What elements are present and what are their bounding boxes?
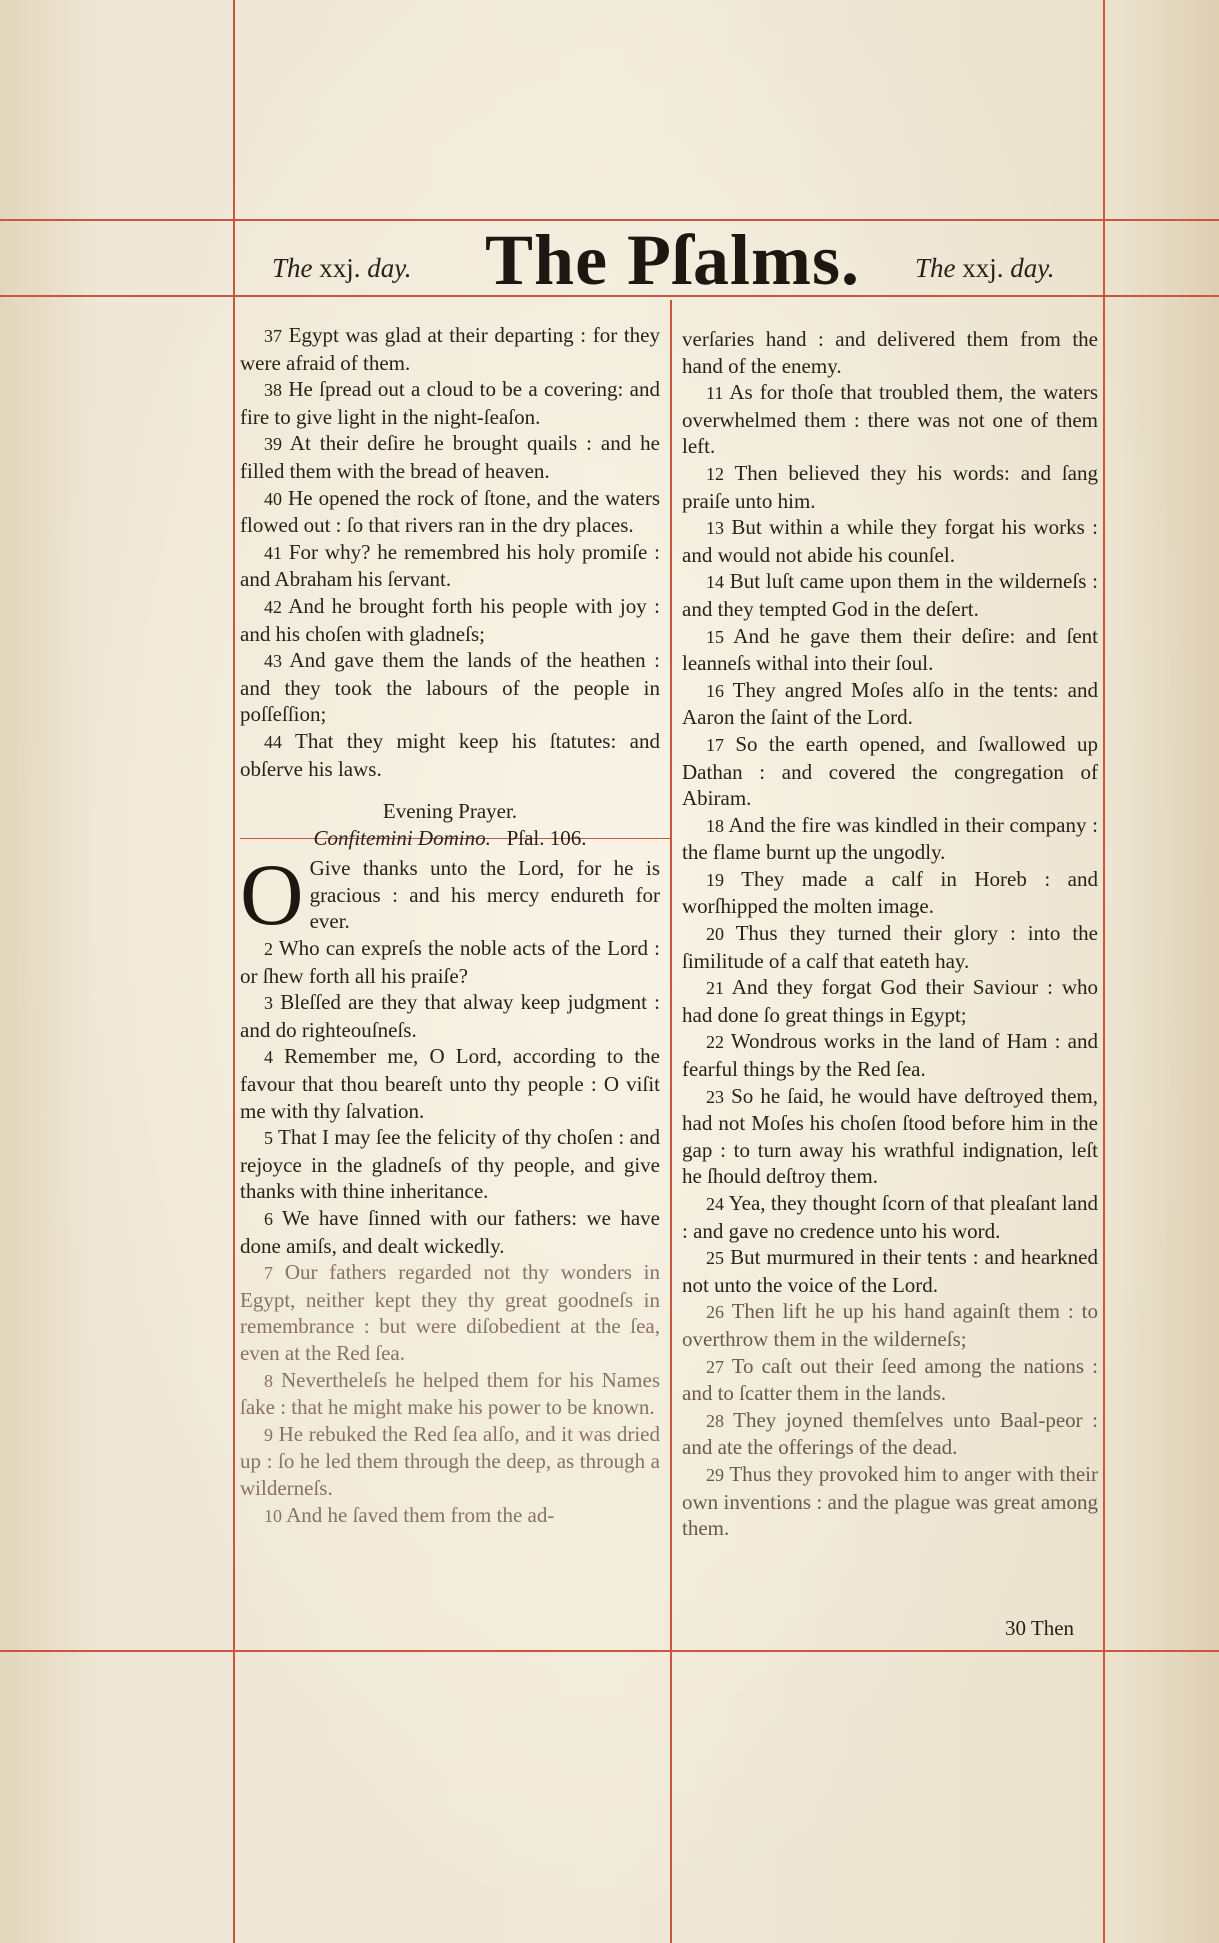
verse-19 — [682, 866, 1098, 920]
verse-number: 44 — [264, 731, 282, 752]
rule-bottom — [0, 1650, 1219, 1652]
verse-text: Our fathers regarded not thy wonders in Egypt, neither kept they thy great goodneſs in remembrance : but were diſobedient at the ſea, even at the Red ſea. — [240, 1260, 661, 1365]
drop-cap: O — [240, 847, 304, 945]
verse-list-top — [240, 322, 660, 782]
verse-6 — [240, 1205, 660, 1259]
verse-text: Nevertheleſs he helped them for his Names ſake : that he might make his power to be known. — [240, 1367, 660, 1420]
verse-14 — [682, 568, 1098, 622]
verse-number: 14 — [706, 572, 724, 593]
verse-text: For why? he remembred his holy promiſe : and Abraham his ſervant. — [240, 539, 661, 592]
verse-list-bottom — [240, 935, 660, 1529]
running-head-left: The xxj. day. — [272, 253, 412, 283]
verse-9 — [240, 1421, 660, 1502]
verse-number: 11 — [706, 383, 724, 404]
verse-text: Yea, they thought ſcorn of that pleaſant land : and gave no credence unto his word. — [682, 1191, 1098, 1243]
verse-text: That they might keep his ſtatutes: and obſerve his laws. — [240, 728, 660, 781]
verse-text: And he ſaved them from the ad- — [286, 1502, 555, 1527]
verse-text: Thus they turned their glory : into the ſimilitude of a calf that eateth hay. — [682, 921, 1098, 973]
verse-number: 28 — [706, 1410, 724, 1431]
verse-number: 19 — [706, 869, 724, 890]
verse-20 — [682, 920, 1098, 974]
verse-number: 2 — [264, 939, 273, 960]
verse-41 — [240, 539, 660, 593]
verse-number: 21 — [706, 978, 724, 999]
verse-38 — [240, 376, 660, 430]
verse-number: 4 — [264, 1047, 273, 1068]
verse-3 — [240, 989, 660, 1043]
verse-11 — [682, 379, 1098, 460]
verse-5 — [240, 1124, 660, 1205]
verse-number: 25 — [706, 1248, 724, 1269]
catchword: 30 Then — [1005, 1616, 1075, 1640]
right-column — [682, 326, 1098, 1542]
verse-number: 20 — [706, 924, 724, 945]
verse-text: They joyned themſelves unto Baal-peor : and ate the offerings of the dead. — [682, 1407, 1098, 1460]
verse-42 — [240, 593, 660, 647]
verse-18 — [682, 812, 1098, 866]
verse-28 — [682, 1407, 1098, 1461]
verse-8 — [240, 1367, 660, 1421]
verse-text: Then believed they his words: and ſang praiſe unto him. — [682, 460, 1098, 513]
verse-number: 12 — [706, 463, 724, 484]
verse-number: 43 — [264, 651, 282, 672]
verse-text: He ſpread out a cloud to be a covering: and fire to give light in the night-ſeaſon. — [240, 377, 660, 429]
verse-text: And he brought forth his people with joy : and his choſen with gladneſs; — [240, 593, 660, 646]
verse-1 — [240, 847, 660, 945]
verse-text: And he gave them their deſire: and ſent leanneſs withal into their ſoul. — [682, 623, 1098, 676]
verse-text: So he ſaid, he would have deſtroyed them, had not Moſes his choſen ſtood before him in the gap : to turn away his wrathful indignation, leſt he ſhould deſtroy them. — [682, 1083, 1098, 1189]
verse-12 — [682, 460, 1098, 514]
verse-text: Egypt was glad at their departing : for they were afraid of them. — [240, 323, 660, 375]
verse-43 — [240, 647, 660, 728]
verse-text: At their deſire he brought quails : and he filled them with the bread of heaven. — [240, 431, 660, 483]
verse-23 — [682, 1083, 1098, 1190]
verse-number: 17 — [706, 734, 724, 755]
psalm-label: Pſal. 106. — [506, 825, 587, 850]
verse-16 — [682, 677, 1098, 731]
verse-number: 39 — [264, 434, 282, 455]
running-head-right: The xxj. day. — [915, 253, 1055, 283]
verse-continuation: verſaries hand : and delivered them from the hand of the enemy. — [682, 327, 1098, 378]
verse-text: So the earth opened, and ſwallowed up Dathan : and covered the congregation of Abiram. — [682, 731, 1098, 811]
verse-number: 13 — [706, 518, 724, 539]
verse-number: 10 — [264, 1505, 282, 1526]
verse-number: 41 — [264, 542, 282, 563]
verse-text: Who can expreſs the noble acts of the Lord : or ſhew forth all his praiſe? — [240, 936, 660, 988]
verse-7 — [240, 1259, 660, 1366]
verse-2 — [240, 935, 660, 989]
verse-number: 38 — [264, 380, 282, 401]
left-column — [240, 322, 660, 1529]
verse-10 — [240, 1502, 660, 1530]
verse-text: That I may ſee the felicity of thy choſen : and rejoyce in the gladneſs of thy people, and give thanks with thine inheritance. — [240, 1125, 660, 1204]
verse-number: 37 — [264, 326, 282, 346]
verse-text: As for thoſe that troubled them, the waters overwhelmed them : there was not one of them left. — [682, 380, 1098, 459]
verse-17 — [682, 731, 1098, 812]
verse-text: But murmured in their tents : and hearkned not unto the voice of the Lord. — [682, 1245, 1098, 1297]
rule-center — [670, 300, 672, 1943]
verse-number: 16 — [706, 680, 724, 701]
verse-text: Bleſſed are they that alway keep judgment : and do righteouſneſs. — [240, 990, 660, 1042]
verse-number: 18 — [706, 815, 724, 836]
page-title: The Pſalms. — [485, 220, 861, 300]
verse-text: And the fire was kindled in their company : the flame burnt up the ungodly. — [682, 812, 1098, 865]
verse-text: And they forgat God their Saviour : who had done ſo great things in Egypt; — [682, 975, 1099, 1027]
section-heading: Evening Prayer. — [382, 799, 518, 824]
verse-text: He opened the rock of ſtone, and the waters flowed out : ſo that rivers ran in the dry places. — [240, 485, 660, 538]
verse-text: But luſt came upon them in the wilderneſs : and they tempted God in the deſert. — [682, 569, 1099, 621]
verse-29 — [682, 1461, 1098, 1542]
verse-27 — [682, 1353, 1098, 1407]
verse-text: He rebuked the Red ſea alſo, and it was dried up : ſo he led them through the deep, as through a wilderneſs. — [240, 1421, 660, 1500]
verse-text: To caſt out their ſeed among the nations : and to ſcatter them in the lands. — [682, 1353, 1098, 1406]
verse-text: They made a calf in Horeb : and worſhipped the molten image. — [682, 866, 1098, 919]
verse-39 — [240, 430, 660, 484]
verse-26 — [682, 1298, 1098, 1352]
verse-13 — [682, 514, 1098, 568]
verse-number: 5 — [264, 1128, 273, 1149]
verse-number: 26 — [706, 1302, 724, 1323]
verse-21 — [682, 974, 1098, 1028]
verse-text: Then lift he up his hand againſt them : to overthrow them in the wilderneſs; — [682, 1299, 1098, 1351]
verse-text: Wondrous works in the land of Ham : and fearful things by the Red ſea. — [682, 1029, 1099, 1082]
verse-number: 23 — [706, 1086, 724, 1107]
verse-text: Remember me, O Lord, according to the favour that thou beareſt unto thy people : O viſit me with thy ſalvation. — [240, 1044, 660, 1123]
verse-number: 40 — [264, 488, 282, 509]
verse-25 — [682, 1244, 1098, 1298]
verse-text: And gave them the lands of the heathen : and they took the labours of the people in poſſeſſion; — [240, 648, 661, 727]
verse-22 — [682, 1028, 1098, 1082]
psalm-incipit: Confitemini Domino. — [313, 825, 491, 850]
verse-number: 6 — [264, 1209, 273, 1229]
verse-number: 7 — [264, 1263, 273, 1284]
verse-4 — [240, 1043, 660, 1124]
verse-37 — [240, 322, 660, 376]
verse-number: 9 — [264, 1424, 273, 1445]
verse-text: We have ſinned with our fathers: we have done amiſs, and dealt wickedly. — [240, 1206, 660, 1258]
verse-number: 22 — [706, 1032, 724, 1053]
verse-text: They angred Moſes alſo in the tents: and Aaron the ſaint of the Lord. — [682, 677, 1098, 730]
verse-1-text: Give thanks unto the Lord, for he is gracious : and his mercy endureth for ever. — [309, 856, 660, 934]
verse-number: 29 — [706, 1464, 724, 1485]
verse-number: 3 — [264, 993, 273, 1014]
verse-number: 15 — [706, 626, 724, 647]
verse-24 — [682, 1190, 1098, 1244]
verse-list-right — [682, 379, 1098, 1542]
verse-15 — [682, 623, 1098, 677]
verse-text: Thus they provoked him to anger with their own inventions : and the plague was great among them. — [682, 1461, 1098, 1541]
verse-44 — [240, 728, 660, 782]
verse-number: 24 — [706, 1194, 724, 1214]
verse-number: 8 — [264, 1370, 273, 1391]
verse-number: 27 — [706, 1356, 724, 1377]
verse-text: But within a while they forgat his works : and would not abide his counſel. — [682, 515, 1099, 567]
verse-number: 42 — [264, 596, 282, 617]
verse-40 — [240, 485, 660, 539]
